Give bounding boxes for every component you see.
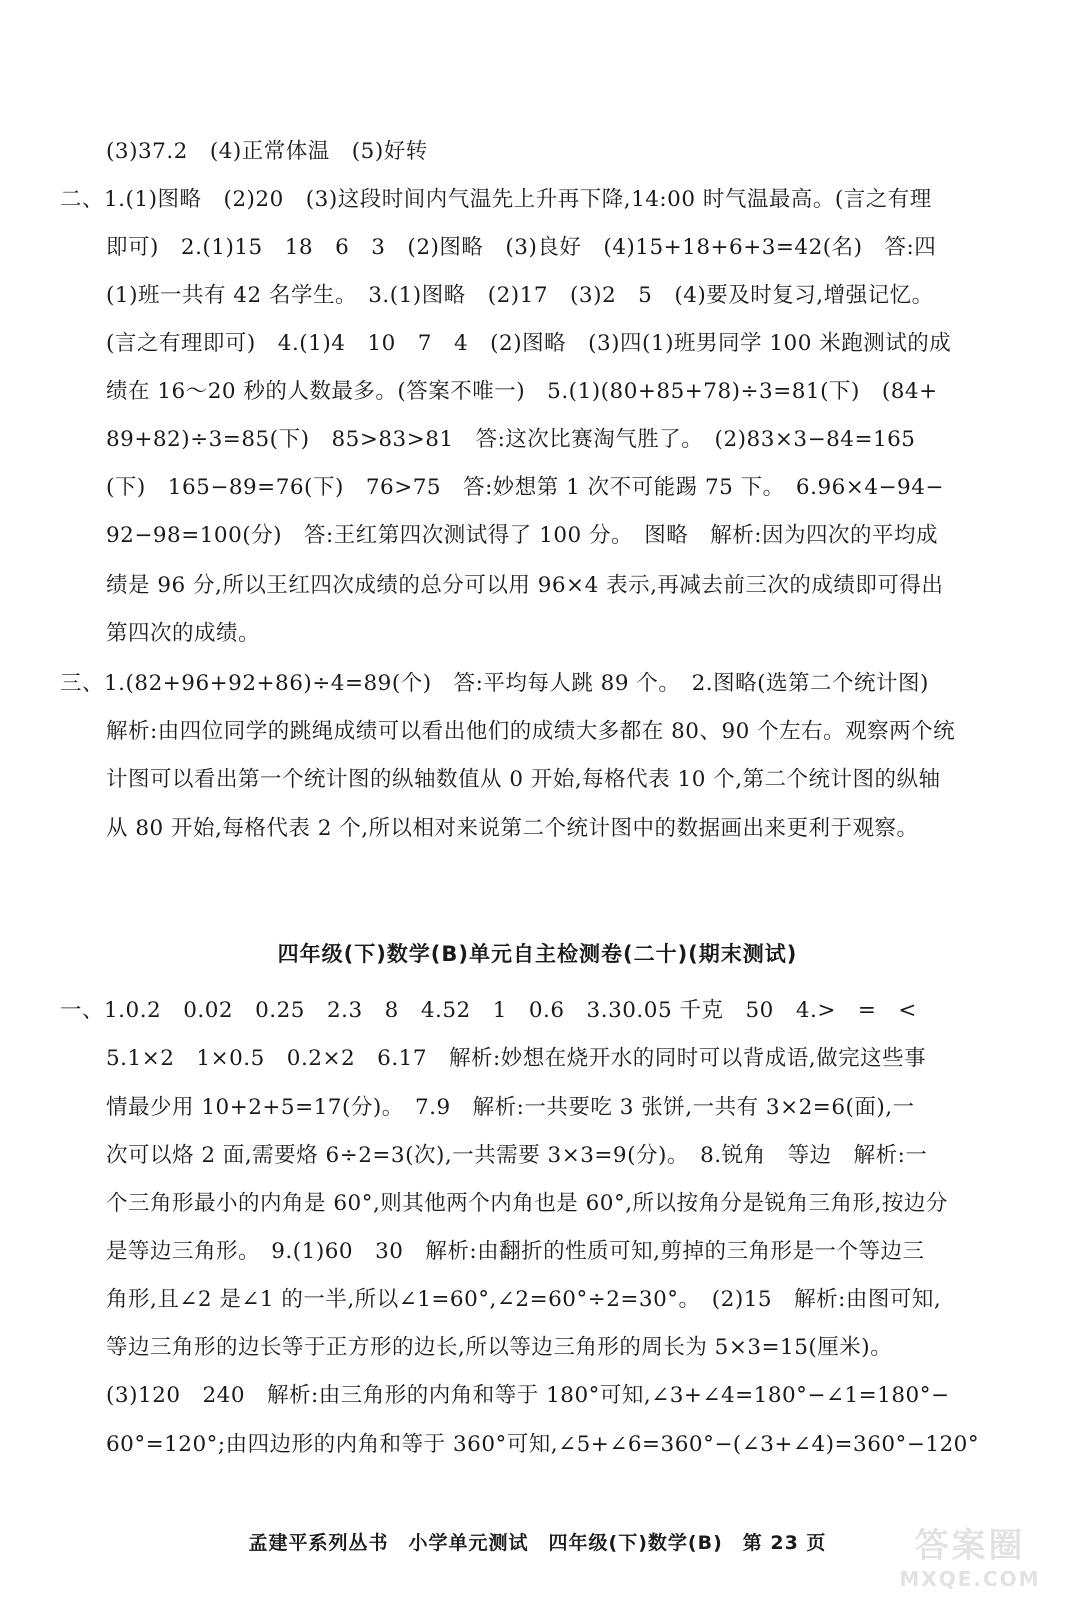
answer-line: 即可) 2.(1)15 18 6 3 (2)图略 (3)良好 (4)15+18+6+3=42(名) 答:四 (106, 235, 937, 260)
answer-line: (下) 165−89=76(下) 76>75 答:妙想第 1 次不可能踢 75 下。 6.96×4−94− (106, 475, 944, 500)
answer-line: 次可以烙 2 面,需要烙 6÷2=3(次),一共需要 3×3=9(分)。 8.锐角 等边 解析:一 (106, 1143, 928, 1168)
answer-line: 绩是 96 分,所以王红四次成绩的总分可以用 96×4 表示,再减去前三次的成绩即可得出 (106, 573, 944, 598)
watermark-url: MXQE.COM (899, 1567, 1041, 1591)
answer-line: (3)120 240 解析:由三角形的内角和等于 180°可知,∠3+∠4=180°−∠1=180°− (106, 1383, 950, 1408)
answer-line: 绩在 16～20 秒的人数最多。(答案不唯一) 5.(1)(80+85+78)÷3=81(下) (84+ (106, 379, 938, 404)
answer-line: 情最少用 10+2+5=17(分)。 7.9 解析:一共要吃 3 张饼,一共有 3×2=6(面),一 (106, 1095, 915, 1120)
answer-line: 第四次的成绩。 (106, 621, 261, 646)
answer-line: 二、1.(1)图略 (2)20 (3)这段时间内气温先上升再下降,14:00 时气温最高。(言之有理 (60, 187, 932, 212)
watermark-logo (885, 1518, 1055, 1591)
watermark-title: 答案圈 (914, 1526, 1026, 1566)
page-footer: 孟建平系列丛书 小学单元测试 四年级(下)数学(B) 第 23 页 (248, 1532, 827, 1554)
answer-line: 个三角形最小的内角是 60°,则其他两个内角也是 60°,所以按角分是锐角三角形,按边分 (106, 1191, 948, 1216)
answer-line: 是等边三角形。 9.(1)60 30 解析:由翻折的性质可知,剪掉的三角形是一个等边三 (106, 1239, 925, 1264)
section-title: 四年级(下)数学(B)单元自主检测卷(二十)(期末测试) (277, 942, 798, 966)
answer-line: 等边三角形的边长等于正方形的边长,所以等边三角形的周长为 5×3=15(厘米)。 (106, 1335, 893, 1360)
answer-line: 92−98=100(分) 答:王红第四次测试得了 100 分。 图略 解析:因为四次的平均成 (106, 523, 939, 548)
answer-line: 60°=120°;由四边形的内角和等于 360°可知,∠5+∠6=360°−(∠3+∠4)=360°−120° (106, 1432, 980, 1457)
answer-line: 5.1×2 1×0.5 0.2×2 6.17 解析:妙想在烧开水的同时可以背成语,做完这些事 (106, 1046, 927, 1071)
answer-line: 角形,且∠2 是∠1 的一半,所以∠1=60°,∠2=60°÷2=30°。 (2)15 解析:由图可知, (106, 1287, 942, 1312)
answer-line: (1)班一共有 42 名学生。 3.(1)图略 (2)17 (3)2 5 (4)要及时复习,增强记忆。 (106, 283, 934, 308)
answer-line: 一、1.0.2 0.02 0.25 2.3 8 4.52 1 0.6 3.30.05 千克 50 4.> = < (60, 998, 917, 1023)
answer-line: (3)37.2 (4)正常体温 (5)好转 (106, 139, 428, 164)
answer-line: 89+82)÷3=85(下) 85>83>81 答:这次比赛淘气胜了。 (2)83×3−84=165 (106, 427, 916, 452)
answer-line: 解析:由四位同学的跳绳成绩可以看出他们的成绩大多都在 80、90 个左右。观察两个统 (106, 719, 956, 744)
answer-line: 计图可以看出第一个统计图的纵轴数值从 0 开始,每格代表 10 个,第二个统计图的纵轴 (106, 767, 941, 792)
answer-line: 三、1.(82+96+92+86)÷4=89(个) 答:平均每人跳 89 个。 2.图略(选第二个统计图) (60, 671, 929, 696)
answer-line: 从 80 开始,每格代表 2 个,所以相对来说第二个统计图中的数据画出来更利于观察。 (106, 816, 919, 841)
answer-line: (言之有理即可) 4.(1)4 10 7 4 (2)图略 (3)四(1)班男同学 100 米跑测试的成 (106, 331, 952, 356)
